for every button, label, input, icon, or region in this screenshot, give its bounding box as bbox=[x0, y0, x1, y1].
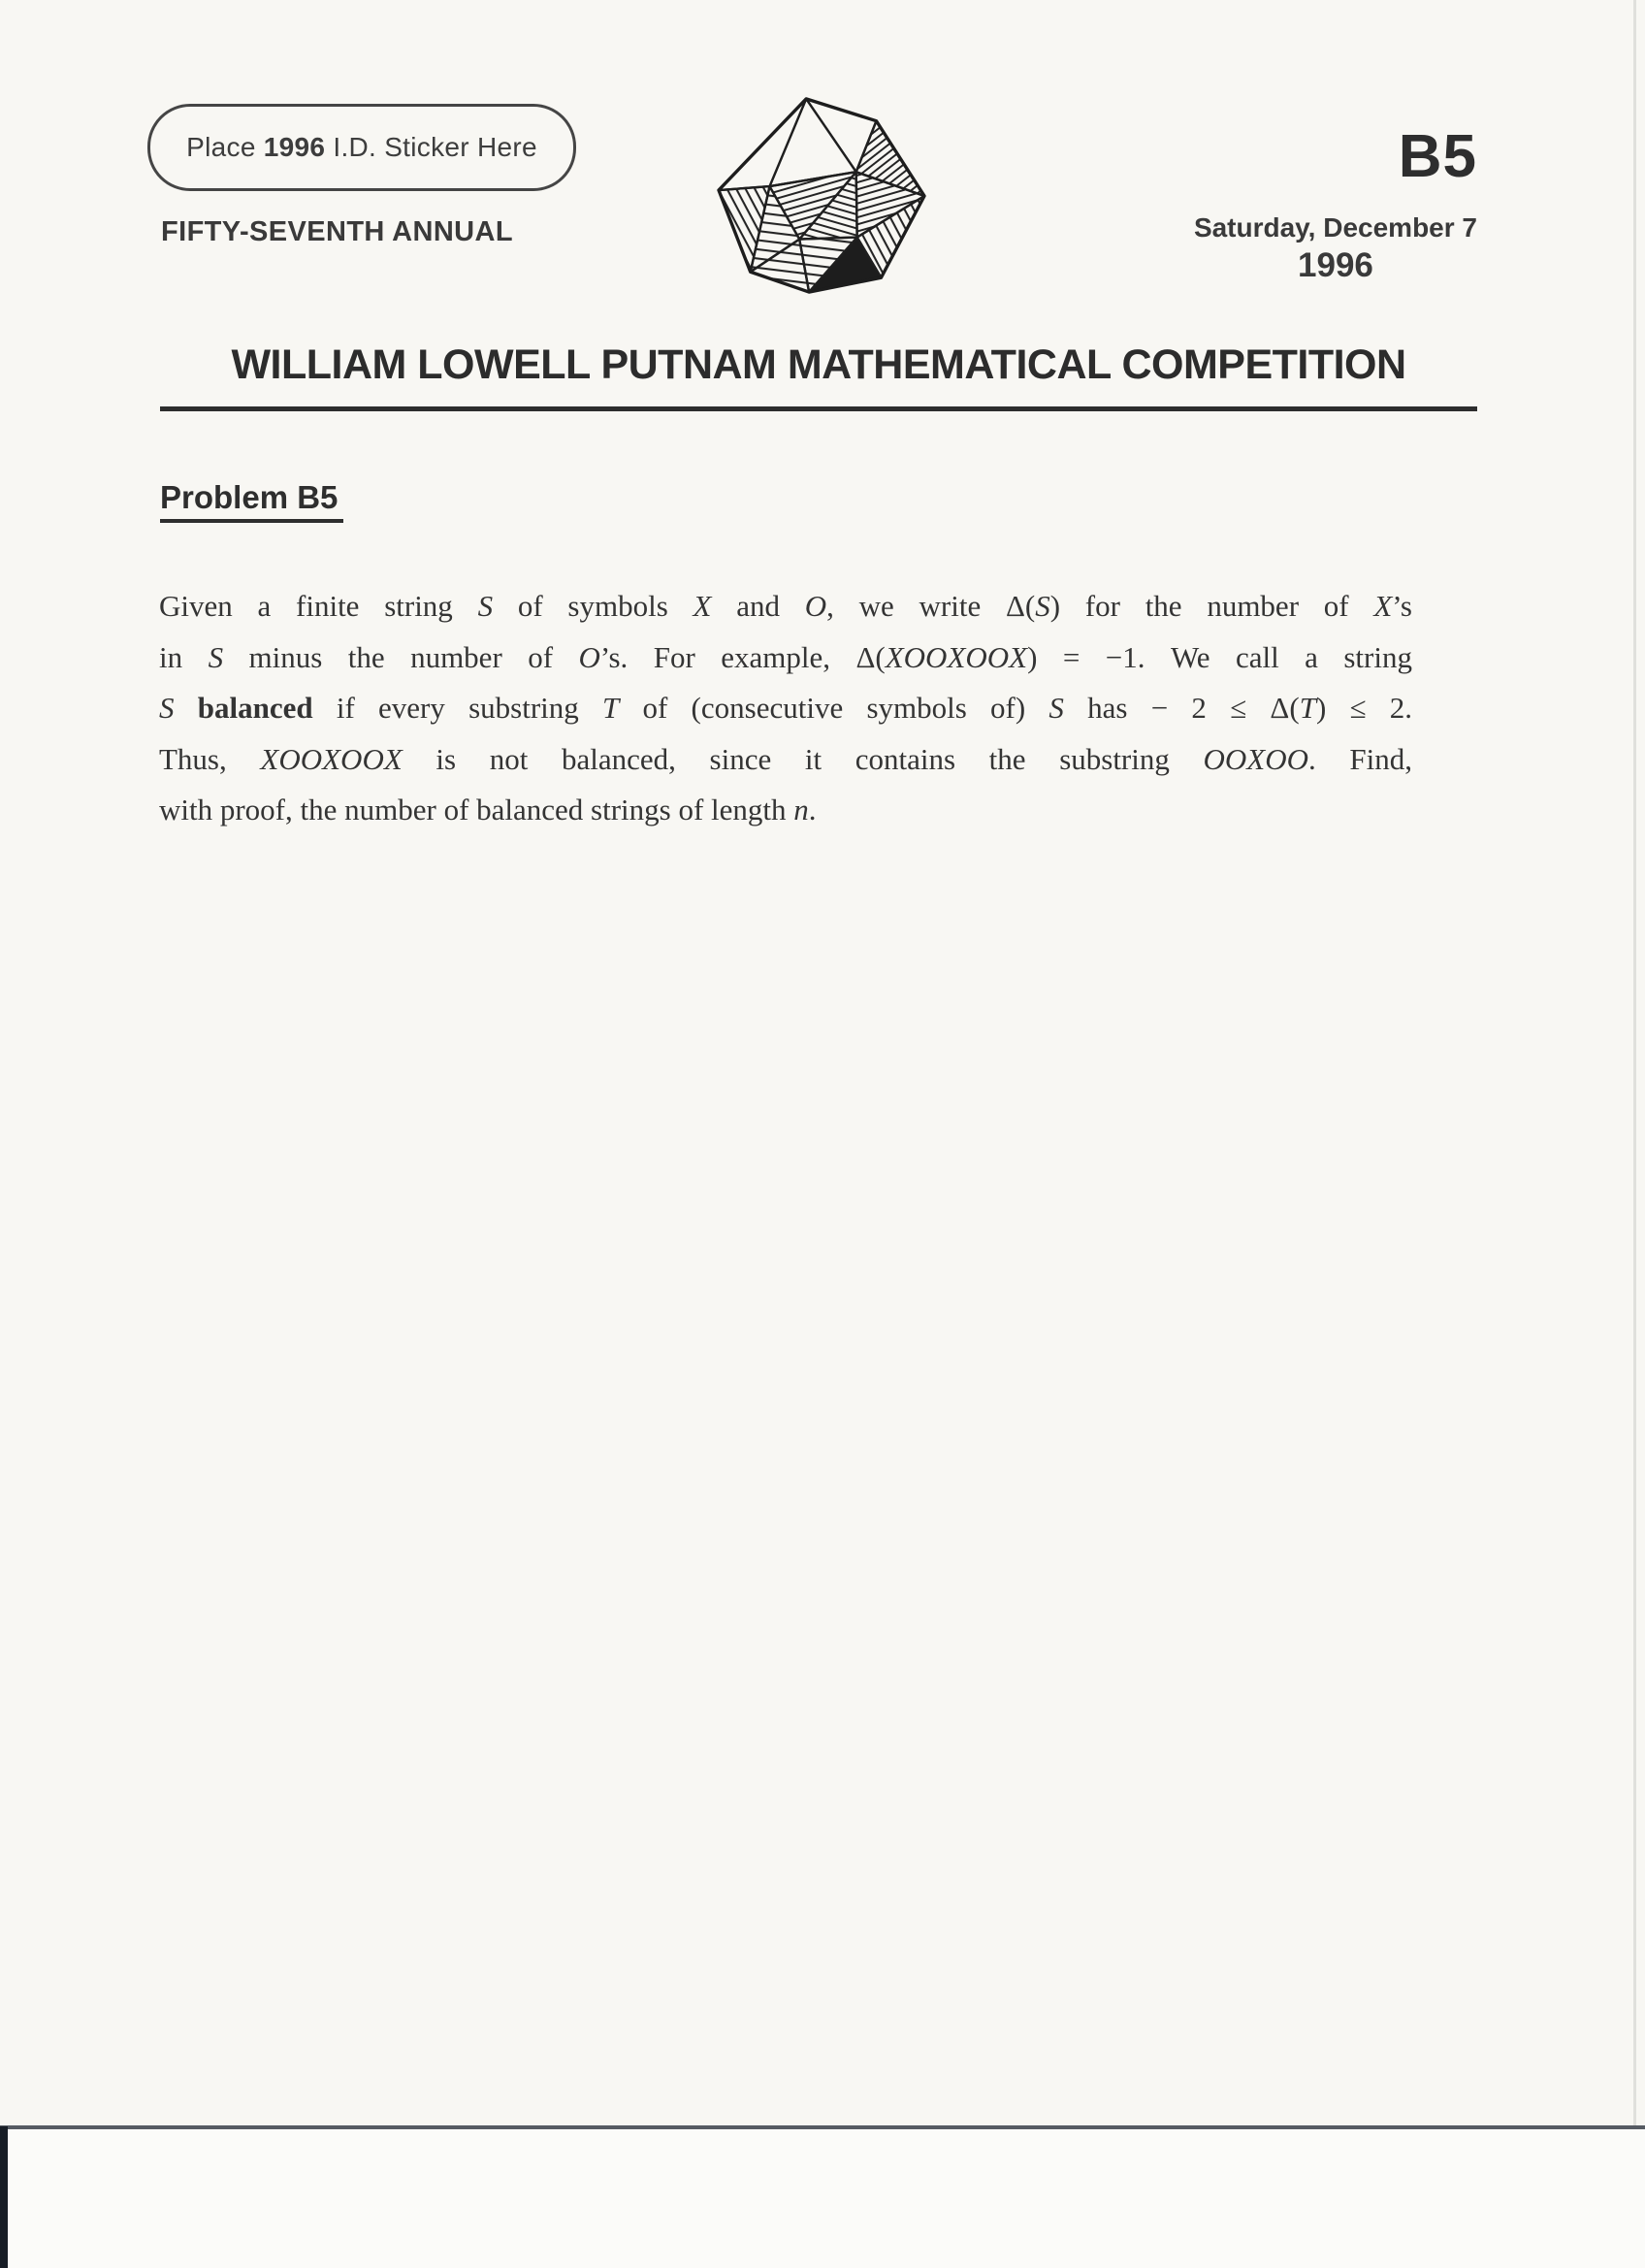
icosahedron-logo-icon bbox=[716, 95, 927, 295]
title-rule bbox=[160, 406, 1477, 411]
problem-code: B5 bbox=[1398, 123, 1477, 190]
header-right-block bbox=[1193, 123, 1477, 285]
scan-bottom-line bbox=[0, 2125, 1645, 2129]
scan-right-edge bbox=[1633, 0, 1636, 2268]
paragraph-line: with proof, the number of balanced strings of length n. bbox=[159, 793, 817, 826]
id-sticker-label: Place 1996 I.D. Sticker Here bbox=[186, 132, 537, 162]
annual-label: FIFTY-SEVENTH ANNUAL bbox=[161, 216, 513, 247]
problem-statement bbox=[159, 581, 1412, 836]
id-sticker-box bbox=[147, 104, 576, 191]
competition-title: WILLIAM LOWELL PUTNAM MATHEMATICAL COMPETITION bbox=[231, 341, 1406, 388]
exam-date-block bbox=[1194, 212, 1477, 285]
paragraph-line: Given a finite string S of symbols X and O, we write Δ(S) for the number of X’s bbox=[159, 589, 1412, 623]
exam-date: Saturday, December 7 bbox=[1193, 212, 1477, 243]
problem-heading: Problem B5 bbox=[160, 479, 343, 523]
scan-lower-region bbox=[0, 2129, 1645, 2268]
paragraph-line: S balanced if every substring T of (consecutive symbols of) S has − 2 ≤ Δ(T) ≤ 2. bbox=[159, 691, 1412, 725]
exam-year: 1996 bbox=[1298, 246, 1373, 284]
paragraph-line: Thus, XOOXOOX is not balanced, since it contains the substring OOXOO. Find, bbox=[159, 741, 1413, 776]
paragraph-line: in S minus the number of O’s. For example, Δ(XOOXOOX) = −1. We call a string bbox=[159, 639, 1412, 674]
scan-left-edge bbox=[0, 2126, 8, 2268]
